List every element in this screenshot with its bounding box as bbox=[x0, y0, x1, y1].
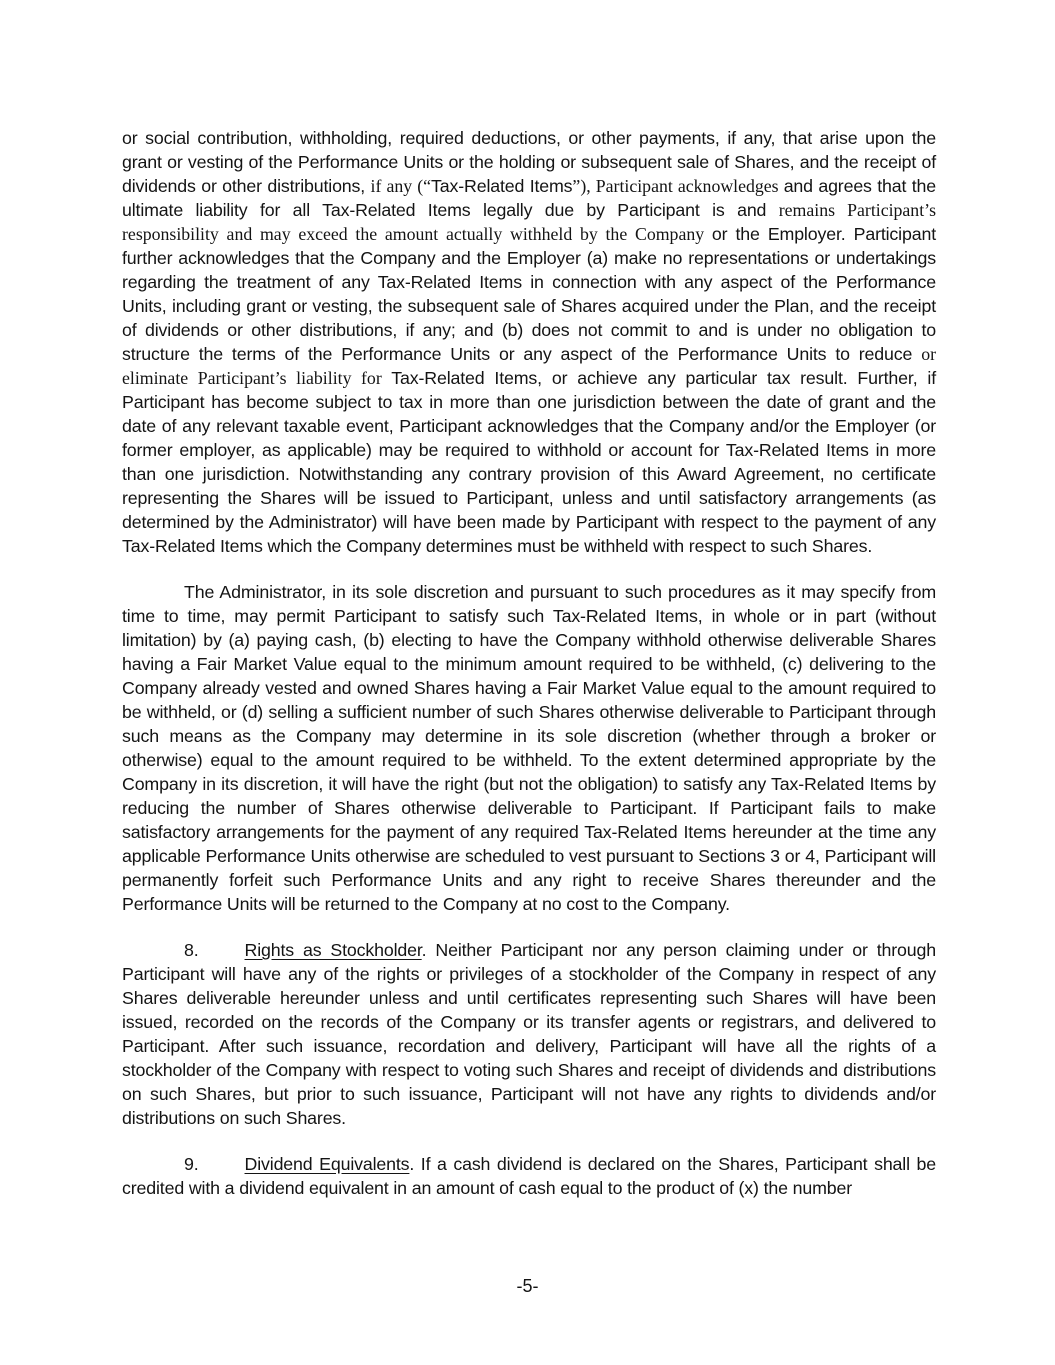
section-heading: Rights as Stockholder bbox=[244, 940, 422, 960]
text-run: or social contribution, withholding, required deductions, or other payments, if any, that arise upon the grant or vesting of the Performance Units or the holding or subsequent sale of Shares, and the receipt of dividends or other distributions, bbox=[122, 128, 936, 196]
text-run: Tax-Related Items bbox=[431, 176, 573, 196]
text-run: or eliminate Participant’s liability for bbox=[122, 344, 936, 388]
document-text bbox=[122, 126, 936, 1222]
text-run: ”), Participant acknowledges bbox=[572, 176, 784, 196]
paragraph-administrator-withholding-methods bbox=[122, 580, 936, 916]
text-run: The Administrator, in its sole discretion and pursuant to such procedures as it may specify from time to time, may permit Participant to satisfy such Tax-Related Items, in whole or in part (without limitation) by (a) paying cash, (b) electing to have the Company withhold otherwise deliverable Shares having a Fair Market Value equal to the minimum amount required to be withheld, (c) delivering to the Company already vested and owned Shares having a Fair Market Value equal to the amount required to be withheld, or (d) selling a sufficient number of such Shares otherwise deliverable to Participant through such means as the Company may determine in its sole discretion (whether through a broker or otherwise) equal to the amount required to be withheld. To the extent determined appropriate by the Company in its discretion, it will have the right (but not the obligation) to satisfy any Tax-Related Items by reducing the number of Shares otherwise deliverable to Participant. If Participant fails to make satisfactory arrangements for the payment of any required Tax-Related Items hereunder at the time any applicable Performance Units otherwise are scheduled to vest pursuant to Sections 3 or 4, Participant will permanently forfeit such Performance Units and any right to receive Shares thereunder and the Performance Units will be returned to the Company at no cost to the Company. bbox=[122, 582, 936, 914]
text-run: . If a cash dividend is declared on the Shares, Participant shall be credited with a dividend equivalent in an amount of cash equal to the product of (x) the number bbox=[122, 1154, 936, 1198]
text-run: or the Employer. Participant further acknowledges that the Company and the Employer (a) make no representations or undertakings regarding the treatment of any Tax-Related Items in connection with any aspect of the Performance Units, including grant or vesting, the subsequent sale of Shares acquired under the Plan, and the receipt of dividends or other distributions, if any; and (b) does not commit to and is under no obligation to structure the terms of the Performance Units or any aspect of the Performance Units to reduce bbox=[122, 224, 936, 364]
section-heading: Dividend Equivalents bbox=[244, 1154, 410, 1174]
text-run: and agrees that the ultimate liability for all Tax-Related Items legally due by Participant is and bbox=[122, 176, 936, 220]
text-run: Tax-Related Items, or achieve any particular tax result. Further, if Participant has become subject to tax in more than one jurisdiction between the date of grant and the date of any relevant taxable event, Participant acknowledges that the Company and/or the Employer (or former employer, as applicable) may be required to withhold or account for Tax-Related Items in more than one jurisdiction. Notwithstanding any contrary provision of this Award Agreement, no certificate representing the Shares will be issued to Participant, unless and until satisfactory arrangements (as determined by the Administrator) will have been made by Participant with respect to the payment of any Tax-Related Items which the Company determines must be withheld with respect to such Shares. bbox=[122, 368, 936, 556]
section-number: 9. bbox=[184, 1154, 199, 1174]
section-number: 8. bbox=[184, 940, 199, 960]
paragraph-tax-items-continuation bbox=[122, 126, 936, 558]
text-run: . Neither Participant nor any person claiming under or through Participant will have any of the rights or privileges of a stockholder of the Company in respect of any Shares deliverable hereunder unless and until certificates representing such Shares will have been issued, recorded on the records of the Company or its transfer agents or registrars, and delivered to Participant. After such issuance, recordation and delivery, Participant will have all the rights of a stockholder of the Company with respect to voting such Shares and receipt of dividends and distributions on such Shares, but prior to such issuance, Participant will not have any rights to dividends and/or distributions on such Shares. bbox=[122, 940, 936, 1128]
paragraph-section-9-dividend-equivalents bbox=[122, 1152, 936, 1200]
text-run: if any (“ bbox=[370, 176, 432, 196]
page-number: -5- bbox=[516, 1276, 539, 1296]
text-run: remains Participant’s responsibility and may exceed the amount actually withheld by the Company bbox=[122, 200, 936, 244]
paragraph-section-8-rights-as-stockholder bbox=[122, 938, 936, 1130]
